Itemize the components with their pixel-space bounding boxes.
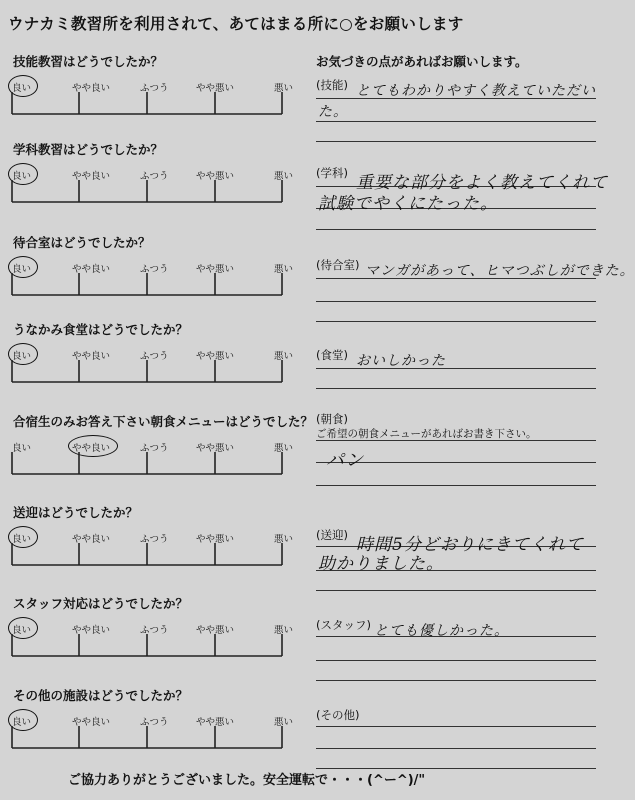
scale-option-label[interactable]: 良い bbox=[12, 171, 32, 182]
scale-option-label[interactable]: やや良い bbox=[72, 83, 111, 94]
comment-label: (朝食) bbox=[316, 412, 348, 426]
scale-option-label[interactable]: 良い bbox=[12, 83, 32, 94]
scale-option-label[interactable]: やや悪い bbox=[196, 83, 235, 94]
scale-option-label[interactable]: ふつう bbox=[140, 625, 169, 636]
scale-option-label[interactable]: ふつう bbox=[140, 717, 169, 728]
writing-line bbox=[316, 680, 596, 681]
scale-option-label[interactable]: やや悪い bbox=[196, 534, 235, 545]
comment-box[interactable] bbox=[316, 706, 596, 766]
handwritten-comment: とてもわかりやすく教えていただい bbox=[356, 83, 596, 99]
scale-option-label[interactable]: 悪い bbox=[274, 83, 294, 94]
scale-option-label[interactable]: やや悪い bbox=[196, 171, 235, 182]
rating-question bbox=[10, 686, 300, 761]
rating-question bbox=[10, 52, 300, 127]
handwritten-comment: 時間5分どおりにきてくれて bbox=[356, 535, 584, 555]
form-title: ウナカミ教習所を利用されて、あてはまる所に○をお願いします bbox=[8, 15, 464, 33]
scale-option-label[interactable]: やや悪い bbox=[196, 351, 235, 362]
comment-box[interactable] bbox=[316, 256, 635, 316]
question-title: その他の施設はどうでしたか？ bbox=[13, 688, 189, 703]
rating-question bbox=[10, 594, 300, 669]
question-title: 学科教習はどうでしたか？ bbox=[13, 142, 164, 157]
writing-line bbox=[316, 748, 596, 749]
handwritten-comment: 試験でやくにたった。 bbox=[318, 194, 498, 214]
question-title: 技能教習はどうでしたか？ bbox=[13, 54, 164, 69]
handwritten-comment: 重要な部分をよく教えてくれて bbox=[356, 173, 608, 193]
scale-option-label[interactable]: ふつう bbox=[140, 171, 169, 182]
comment-box[interactable] bbox=[316, 76, 596, 136]
handwritten-comment: おいしかった bbox=[356, 353, 446, 369]
handwritten-comment: とても優しかった。 bbox=[374, 623, 509, 639]
writing-line bbox=[316, 141, 596, 142]
comments-header: お気づきの点があればお願いします。 bbox=[316, 54, 528, 69]
rating-question bbox=[10, 233, 300, 308]
scale-option-label[interactable]: やや悪い bbox=[196, 443, 235, 454]
scale-option-label[interactable]: やや悪い bbox=[196, 264, 235, 275]
scale-option-label[interactable]: やや良い bbox=[72, 264, 111, 275]
writing-line bbox=[316, 485, 596, 486]
comment-label: (待合室) bbox=[316, 258, 360, 272]
question-title: 送迎はどうでしたか？ bbox=[13, 505, 139, 520]
rating-question bbox=[10, 320, 300, 395]
comment-box[interactable] bbox=[316, 410, 596, 470]
writing-line bbox=[316, 229, 596, 230]
question-title: 合宿生のみお答え下さい朝食メニューはどうでした？ bbox=[13, 414, 314, 429]
rating-question bbox=[10, 412, 314, 487]
rating-scale bbox=[12, 92, 287, 114]
writing-line bbox=[316, 388, 596, 389]
scale-option-label[interactable]: ふつう bbox=[140, 443, 169, 454]
scale-option-label[interactable]: やや良い bbox=[72, 443, 111, 454]
scale-option-label[interactable]: ふつう bbox=[140, 351, 169, 362]
scale-option-label[interactable]: やや悪い bbox=[196, 625, 235, 636]
scale-option-label[interactable]: やや良い bbox=[72, 534, 111, 545]
scale-option-label[interactable]: 悪い bbox=[274, 534, 294, 545]
scale-option-label[interactable]: ふつう bbox=[140, 534, 169, 545]
scale-option-label[interactable]: 悪い bbox=[274, 264, 294, 275]
rating-question bbox=[10, 140, 300, 215]
handwritten-comment: マンガがあって、ヒマつぶしができた。 bbox=[365, 263, 635, 279]
footer-message: ご協力ありがとうございました。安全運転で・・・(^ー^)/" bbox=[68, 773, 426, 788]
comment-label: (食堂) bbox=[316, 348, 348, 362]
writing-line bbox=[316, 726, 596, 727]
comment-label: (その他) bbox=[316, 708, 360, 722]
writing-line bbox=[316, 321, 596, 322]
handwritten-comment: パン bbox=[326, 450, 364, 471]
question-title: うなかみ食堂はどうでしたか？ bbox=[13, 322, 189, 337]
comment-box[interactable] bbox=[316, 616, 596, 676]
question-title: スタッフ対応はどうでしたか？ bbox=[13, 596, 189, 611]
handwritten-comment: た。 bbox=[318, 104, 348, 120]
scale-option-label[interactable]: 悪い bbox=[274, 625, 294, 636]
rating-scale bbox=[12, 180, 287, 202]
rating-scale bbox=[12, 273, 287, 295]
scale-option-label[interactable]: ふつう bbox=[140, 83, 169, 94]
rating-scale bbox=[12, 543, 287, 565]
scale-option-label[interactable]: 良い bbox=[12, 264, 32, 275]
rating-scale bbox=[12, 634, 287, 656]
scale-option-label[interactable]: 良い bbox=[12, 443, 32, 454]
scale-option-label[interactable]: やや良い bbox=[72, 625, 111, 636]
comment-box[interactable] bbox=[316, 526, 596, 586]
comment-label: (学科) bbox=[316, 166, 348, 180]
scale-option-label[interactable]: やや良い bbox=[72, 717, 111, 728]
scale-option-label[interactable]: 悪い bbox=[274, 171, 294, 182]
rating-scale bbox=[12, 452, 287, 474]
question-title: 待合室はどうでしたか？ bbox=[13, 235, 151, 250]
rating-scale bbox=[12, 360, 287, 382]
scale-option-label[interactable]: 良い bbox=[12, 625, 32, 636]
scale-option-label[interactable]: ふつう bbox=[140, 264, 169, 275]
writing-line bbox=[316, 660, 596, 661]
scale-option-label[interactable]: 悪い bbox=[274, 443, 294, 454]
rating-scale bbox=[12, 726, 287, 748]
scale-option-label[interactable]: 悪い bbox=[274, 351, 294, 362]
comment-note: ご希望の朝食メニューがあればお書き下さい。 bbox=[316, 428, 537, 440]
comment-label: (技能) bbox=[316, 78, 348, 92]
comment-box[interactable] bbox=[316, 164, 608, 224]
comment-label: (スタッフ) bbox=[316, 618, 371, 632]
scale-option-label[interactable]: 悪い bbox=[274, 717, 294, 728]
comment-box[interactable] bbox=[316, 346, 596, 406]
handwritten-comment: 助かりました。 bbox=[318, 554, 444, 574]
scale-option-label[interactable]: 良い bbox=[12, 351, 32, 362]
comment-label: (送迎) bbox=[316, 528, 348, 542]
scale-option-label[interactable]: やや悪い bbox=[196, 717, 235, 728]
scale-option-label[interactable]: 良い bbox=[12, 717, 32, 728]
scale-option-label[interactable]: 良い bbox=[12, 534, 32, 545]
writing-line bbox=[316, 121, 596, 122]
scale-option-label[interactable]: やや良い bbox=[72, 351, 111, 362]
scale-option-label[interactable]: やや良い bbox=[72, 171, 111, 182]
rating-question bbox=[10, 503, 300, 578]
writing-line bbox=[316, 301, 596, 302]
writing-line bbox=[316, 590, 596, 591]
